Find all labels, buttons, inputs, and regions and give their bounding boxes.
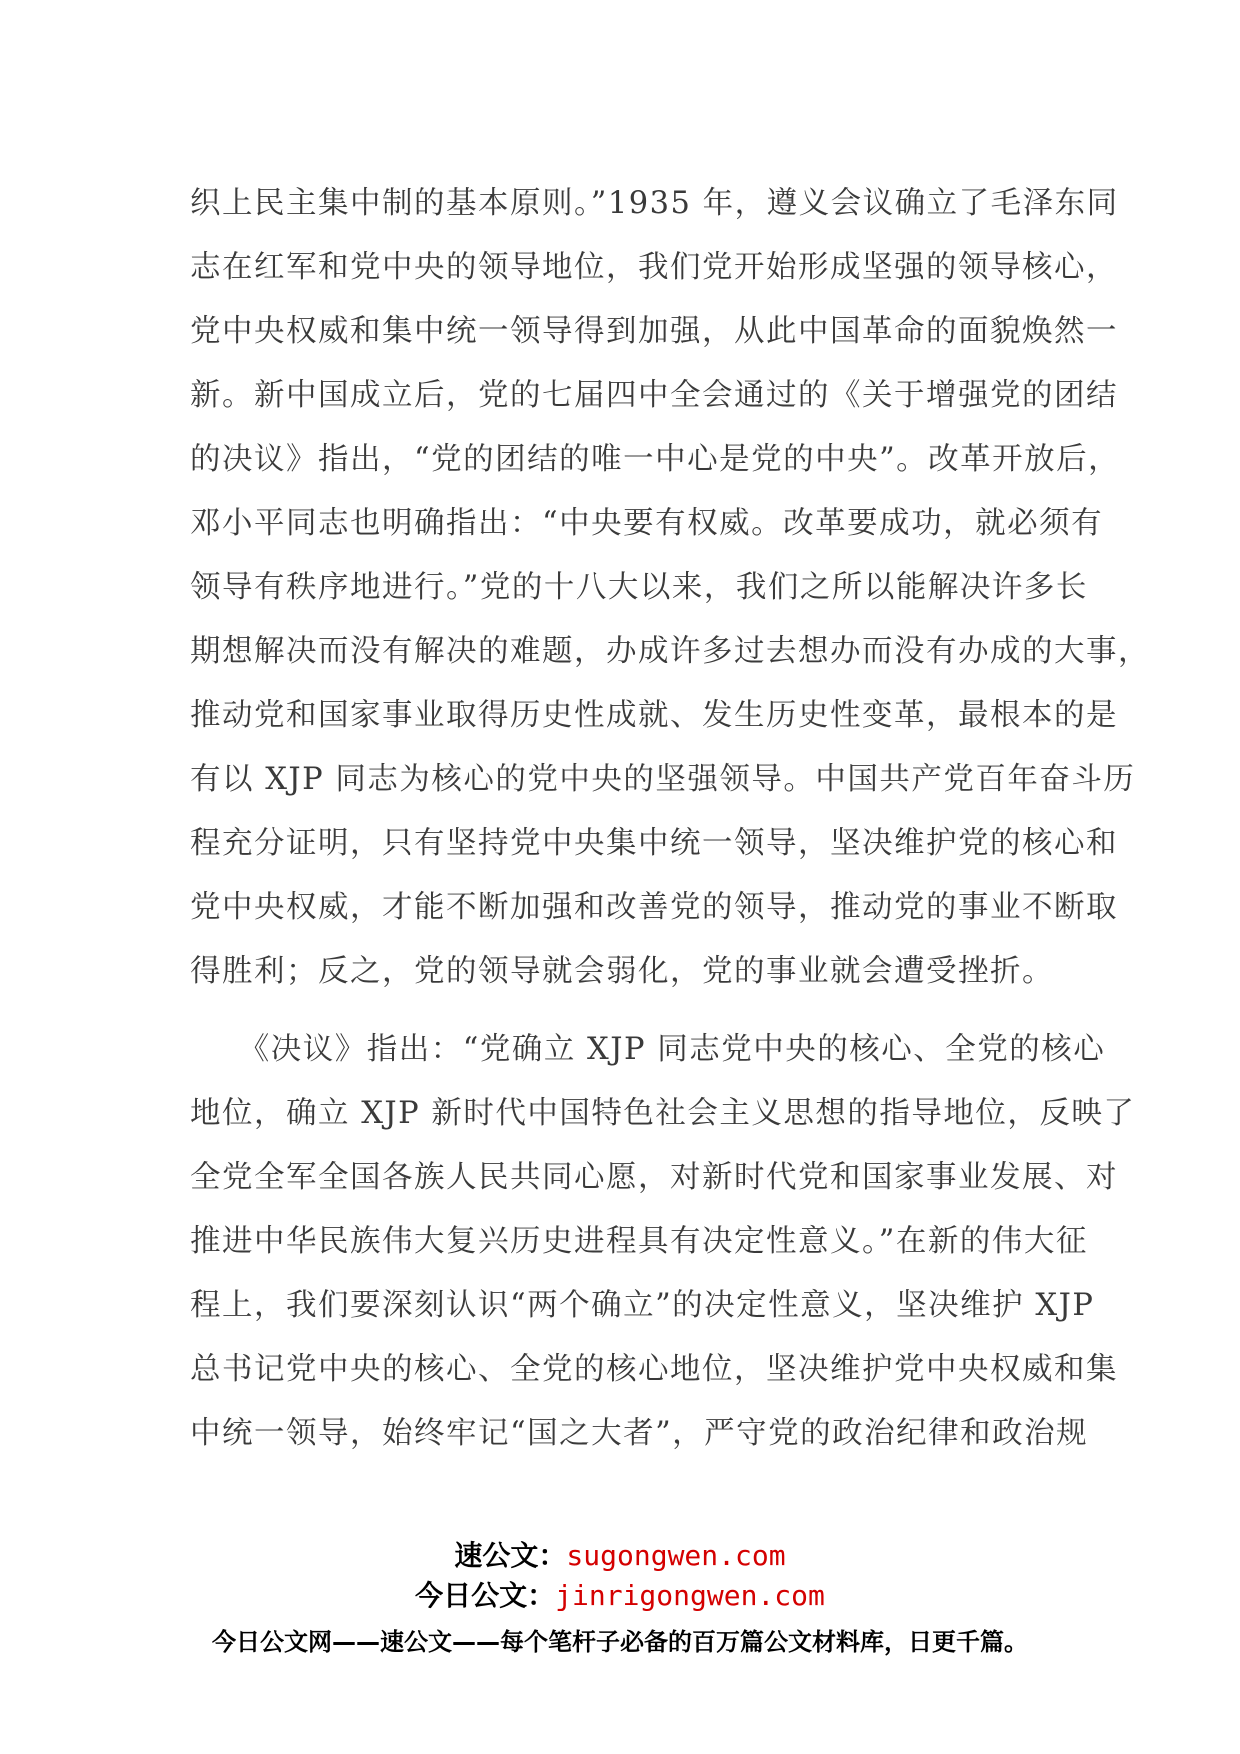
text-line: 得胜利；反之，党的领导就会弱化，党的事业就会遭受挫折。 [190,954,1054,989]
text-line: 总书记党中央的核心、全党的核心地位，坚决维护党中央权威和集 [190,1352,1118,1387]
paragraph-gap [190,1004,1050,1018]
text-line: 《决议》指出：“党确立 XJP 同志党中央的核心、全党的核心 [190,1032,1106,1067]
site-2-link[interactable]: jinrigongwen.com [555,1579,825,1612]
text-line: 志在红军和党中央的领导地位，我们党开始形成坚强的领导核心， [190,250,1118,285]
text-line: 新。新中国成立后，党的七届四中全会通过的《关于增强党的团结 [190,378,1118,413]
text-line: 邓小平同志也明确指出：“中央要有权威。改革要成功，就必须有 [190,506,1104,541]
text-line: 地位，确立 XJP 新时代中国特色社会主义思想的指导地位，反映了 [190,1096,1136,1131]
footer-site-2 [0,1576,1240,1616]
site-1-link[interactable]: sugongwen.com [566,1539,786,1572]
text-line: 程上，我们要深刻认识“两个确立”的决定性意义，坚决维护 XJP [190,1288,1095,1323]
paragraph-1 [190,172,1150,1004]
text-line: 推进中华民族伟大复兴历史进程具有决定性意义。”在新的伟大征 [190,1224,1088,1259]
site-1-label: 速公文： [454,1539,567,1572]
text-line: 全党全军全国各族人民共同心愿，对新时代党和国家事业发展、对 [190,1160,1118,1195]
text-line: 党中央权威，才能不断加强和改善党的领导，推动党的事业不断取 [190,890,1118,925]
text-line: 中统一领导，始终牢记“国之大者”，严守党的政治纪律和政治规 [190,1416,1089,1451]
footer-site-1 [0,1536,1240,1576]
text-line: 织上民主集中制的基本原则。”1935 年，遵义会议确立了毛泽东同 [190,186,1119,221]
site-2-label: 今日公文： [415,1579,556,1612]
text-line: 有以 XJP 同志为核心的党中央的坚强领导。中国共产党百年奋斗历 [190,762,1136,797]
document-body [190,172,1150,1466]
text-line: 期想解决而没有解决的难题，办成许多过去想办而没有办成的大事， [190,634,1150,669]
text-line: 的决议》指出，“党的团结的唯一中心是党的中央”。改革开放后， [190,442,1121,477]
text-line: 推动党和国家事业取得历史性成就、发生历史性变革，最根本的是 [190,698,1118,733]
footer-slogan: 今日公文网——速公文——每个笔杆子必备的百万篇公文材料库，日更千篇。 [212,1628,1028,1656]
paragraph-2 [190,1018,1136,1466]
text-line: 领导有秩序地进行。”党的十八大以来，我们之所以能解决许多长 [190,570,1088,605]
text-line: 程充分证明，只有坚持党中央集中统一领导，坚决维护党的核心和 [190,826,1118,861]
watermark-footer [0,1536,1240,1664]
text-line: 党中央权威和集中统一领导得到加强，从此中国革命的面貌焕然一 [190,314,1118,349]
